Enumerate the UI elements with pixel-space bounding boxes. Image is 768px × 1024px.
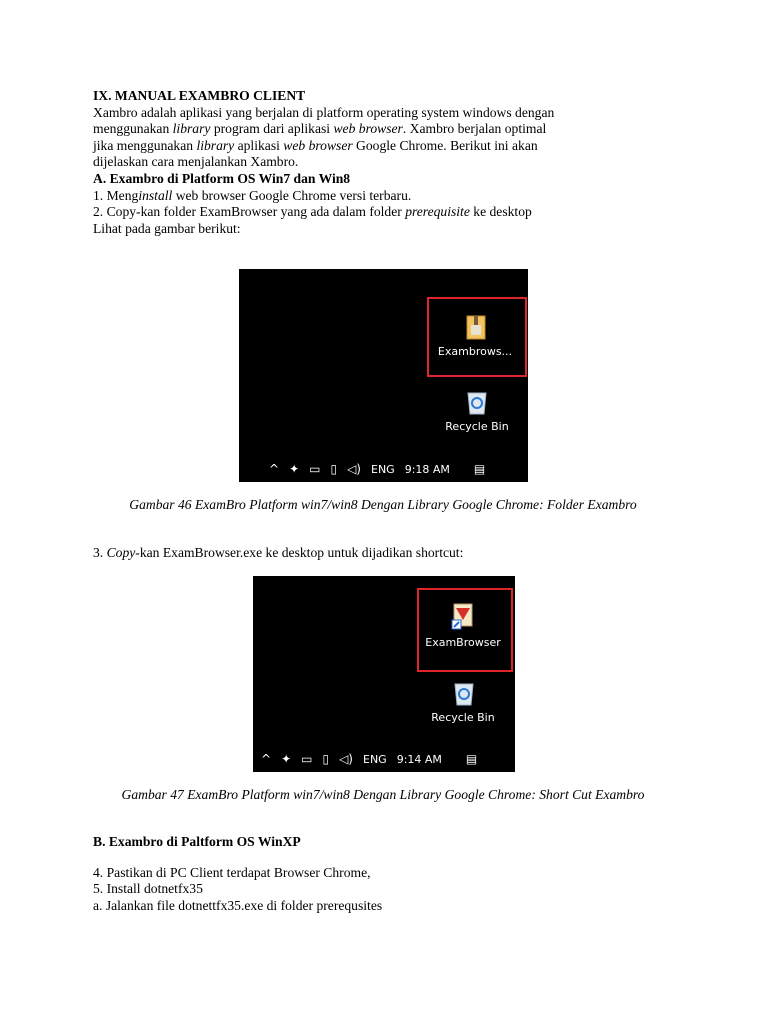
spacer — [93, 851, 693, 865]
intro-text: Google Chrome. Berikut ini akan dijelaskan cara menjalankan Xambro. — [93, 137, 538, 170]
step-4: 4. Pastikan di PC Client terdapat Browser Chrome, — [93, 864, 371, 880]
intro-text: aplikasi — [234, 137, 284, 153]
taskbar — [253, 746, 515, 772]
recycle-bin-icon — [465, 389, 489, 415]
recycle-bin-label: Recycle Bin — [431, 711, 495, 724]
recycle-bin-label: Recycle Bin — [445, 420, 509, 433]
network-icon[interactable]: ▭ — [301, 752, 313, 766]
step-text: -kan ExamBrowser.exe ke desktop untuk dijadikan shortcut: — [135, 545, 464, 560]
speaker-icon[interactable]: ◁) — [347, 462, 361, 476]
exambrowser-shortcut-icon — [450, 602, 476, 630]
intro-paragraph — [93, 105, 563, 171]
intro-text: Xambro adalah aplikasi yang berjalan di platform operating system windows dengan menggunakan — [93, 104, 555, 137]
step-3-block — [93, 545, 693, 562]
step-3 — [93, 545, 693, 562]
notification-icon[interactable]: ▤ — [465, 752, 478, 766]
language-indicator[interactable]: ENG — [371, 462, 395, 476]
notification-icon[interactable]: ▤ — [473, 462, 486, 476]
step-text: 1. Meng — [93, 187, 139, 203]
network-icon[interactable]: ▭ — [309, 462, 321, 476]
section-b-heading: B. Exambro di Paltform OS WinXP — [93, 834, 301, 849]
step-text: 3. — [93, 545, 107, 560]
intro-italic: library — [196, 137, 235, 153]
step-text: web browser Google Chrome versi terbaru. — [172, 187, 412, 203]
dropbox-icon[interactable]: ✦ — [281, 752, 292, 766]
step-1 — [93, 188, 563, 205]
figure-2-caption: Gambar 47 ExamBro Platform win7/win8 Dengan Library Google Chrome: Short Cut Exambro — [121, 787, 645, 802]
intro-italic: library — [172, 121, 211, 137]
clock[interactable]: 9:18 AM — [404, 462, 450, 476]
intro-italic: web browser — [333, 121, 403, 137]
step-italic: Copy — [106, 545, 136, 560]
dropbox-icon[interactable]: ✦ — [289, 462, 300, 476]
section-a-heading: A. Exambro di Platform OS Win7 dan Win8 — [93, 170, 351, 186]
highlight-box — [417, 588, 513, 672]
step-5a: a. Jalankan file dotnettfx35.exe di folder prerequsites — [93, 897, 383, 913]
chevron-up-icon[interactable]: ^ — [261, 752, 272, 766]
step-2 — [93, 204, 563, 237]
step-italic: install — [138, 187, 173, 203]
chevron-up-icon[interactable]: ^ — [269, 462, 280, 476]
step-text: ke desktop Lihat pada gambar berikut: — [93, 204, 532, 236]
step-text: 2. Copy-kan folder ExamBrowser yang ada dalam folder — [93, 204, 406, 220]
battery-icon[interactable]: ▯ — [322, 752, 330, 766]
step-5: 5. Install dotnetfx35 — [93, 881, 203, 897]
recycle-bin-icon — [452, 680, 476, 706]
page-title: IX. MANUAL EXAMBRO CLIENT — [93, 88, 306, 103]
folder-label: Exambrows... — [437, 345, 513, 358]
figure-1-desktop-screenshot — [239, 269, 528, 482]
exambrowser-label: ExamBrowser — [425, 636, 501, 649]
intro-italic: web browser — [283, 137, 353, 153]
step-italic: prerequisite — [405, 204, 470, 220]
section-b-block — [93, 834, 693, 914]
taskbar — [239, 456, 528, 482]
language-indicator[interactable]: ENG — [363, 752, 387, 766]
battery-icon[interactable]: ▯ — [330, 462, 338, 476]
clock[interactable]: 9:14 AM — [396, 752, 442, 766]
folder-zip-icon — [465, 313, 487, 341]
document-body — [93, 88, 563, 237]
intro-text: . Xambro berjalan optimal jika menggunakan — [93, 121, 547, 153]
speaker-icon[interactable]: ◁) — [339, 752, 353, 766]
figure-1-caption: Gambar 46 ExamBro Platform win7/win8 Dengan Library Google Chrome: Folder Exambro — [129, 497, 637, 512]
figure-2-desktop-screenshot — [253, 576, 515, 772]
intro-text: program dari aplikasi — [210, 121, 334, 137]
